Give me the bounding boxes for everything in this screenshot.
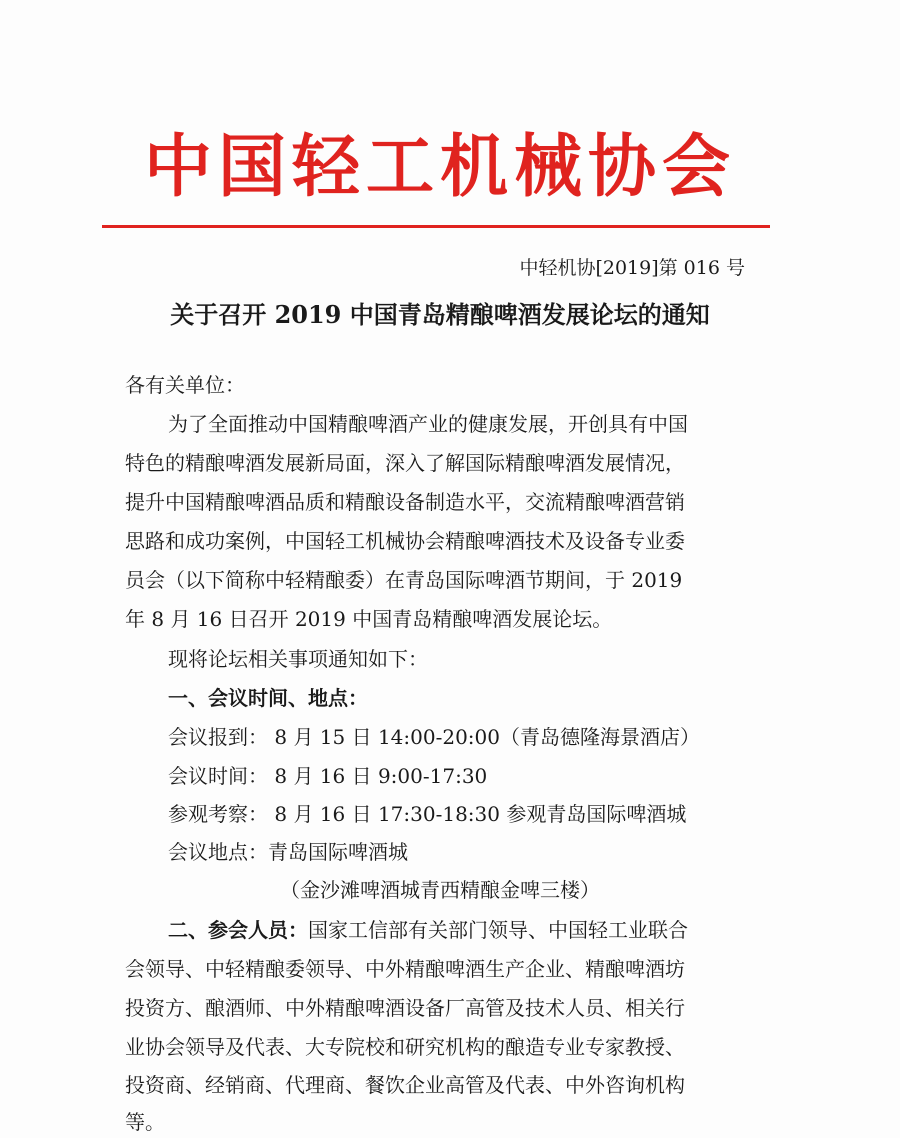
attendees-line: 业协会领导及代表、大专院校和研究机构的酿造专业专家教授、 [125,1035,685,1059]
section-heading-time-place: 一、会议时间、地点： [168,686,368,710]
intro-line: 思路和成功案例，中国轻工机械协会精酿啤酒技术及设备专业委 [125,529,685,553]
letterhead-divider [102,225,770,228]
section-heading-attendees: 二、参会人员： [168,918,308,942]
venue-detail: （金沙滩啤酒城青西精酿金啤三楼） [280,878,600,902]
transition-text: 现将论坛相关事项通知如下： [168,647,428,671]
intro-line: 年 8 月 16 日召开 2019 中国青岛精酿啤酒发展论坛。 [125,607,613,631]
attendees-line: 等。 [125,1110,165,1134]
intro-line: 员会（以下简称中轻精酿委）在青岛国际啤酒节期间，于 2019 [125,568,683,592]
site-visit: 参观考察： 8 月 16 日 17:30-18:30 参观青岛国际啤酒城 [168,802,687,826]
attendees-first-line [168,916,688,944]
intro-line: 为了全面推动中国精酿啤酒产业的健康发展，开创具有中国 [168,412,688,436]
attendees-line: 投资方、酿酒师、中外精酿啤酒设备厂高管及技术人员、相关行 [125,996,685,1020]
intro-line: 特色的精酿啤酒发展新局面，深入了解国际精酿啤酒发展情况， [125,451,685,475]
greeting: 各有关单位： [125,373,245,397]
meeting-venue: 会议地点：青岛国际啤酒城 [168,840,408,864]
attendees-line: 投资商、经销商、代理商、餐饮企业高管及代表、中外咨询机构 [125,1073,685,1097]
attendees-line: 会领导、中轻精酿委领导、中外精酿啤酒生产企业、精酿啤酒坊 [125,957,685,981]
letterhead-organization: 中国轻工机械协会 [143,128,736,207]
document-number: 中轻机协[2019]第 016 号 [519,257,745,279]
notice-title: 关于召开 2019 中国青岛精酿啤酒发展论坛的通知 [170,300,710,329]
meeting-registration: 会议报到： 8 月 15 日 14:00-20:00（青岛德隆海景酒店） [168,725,700,749]
meeting-time: 会议时间： 8 月 16 日 9:00-17:30 [168,764,488,788]
attendees-text: 国家工信部有关部门领导、中国轻工业联合 [308,918,688,942]
intro-line: 提升中国精酿啤酒品质和精酿设备制造水平，交流精酿啤酒营销 [125,490,685,514]
